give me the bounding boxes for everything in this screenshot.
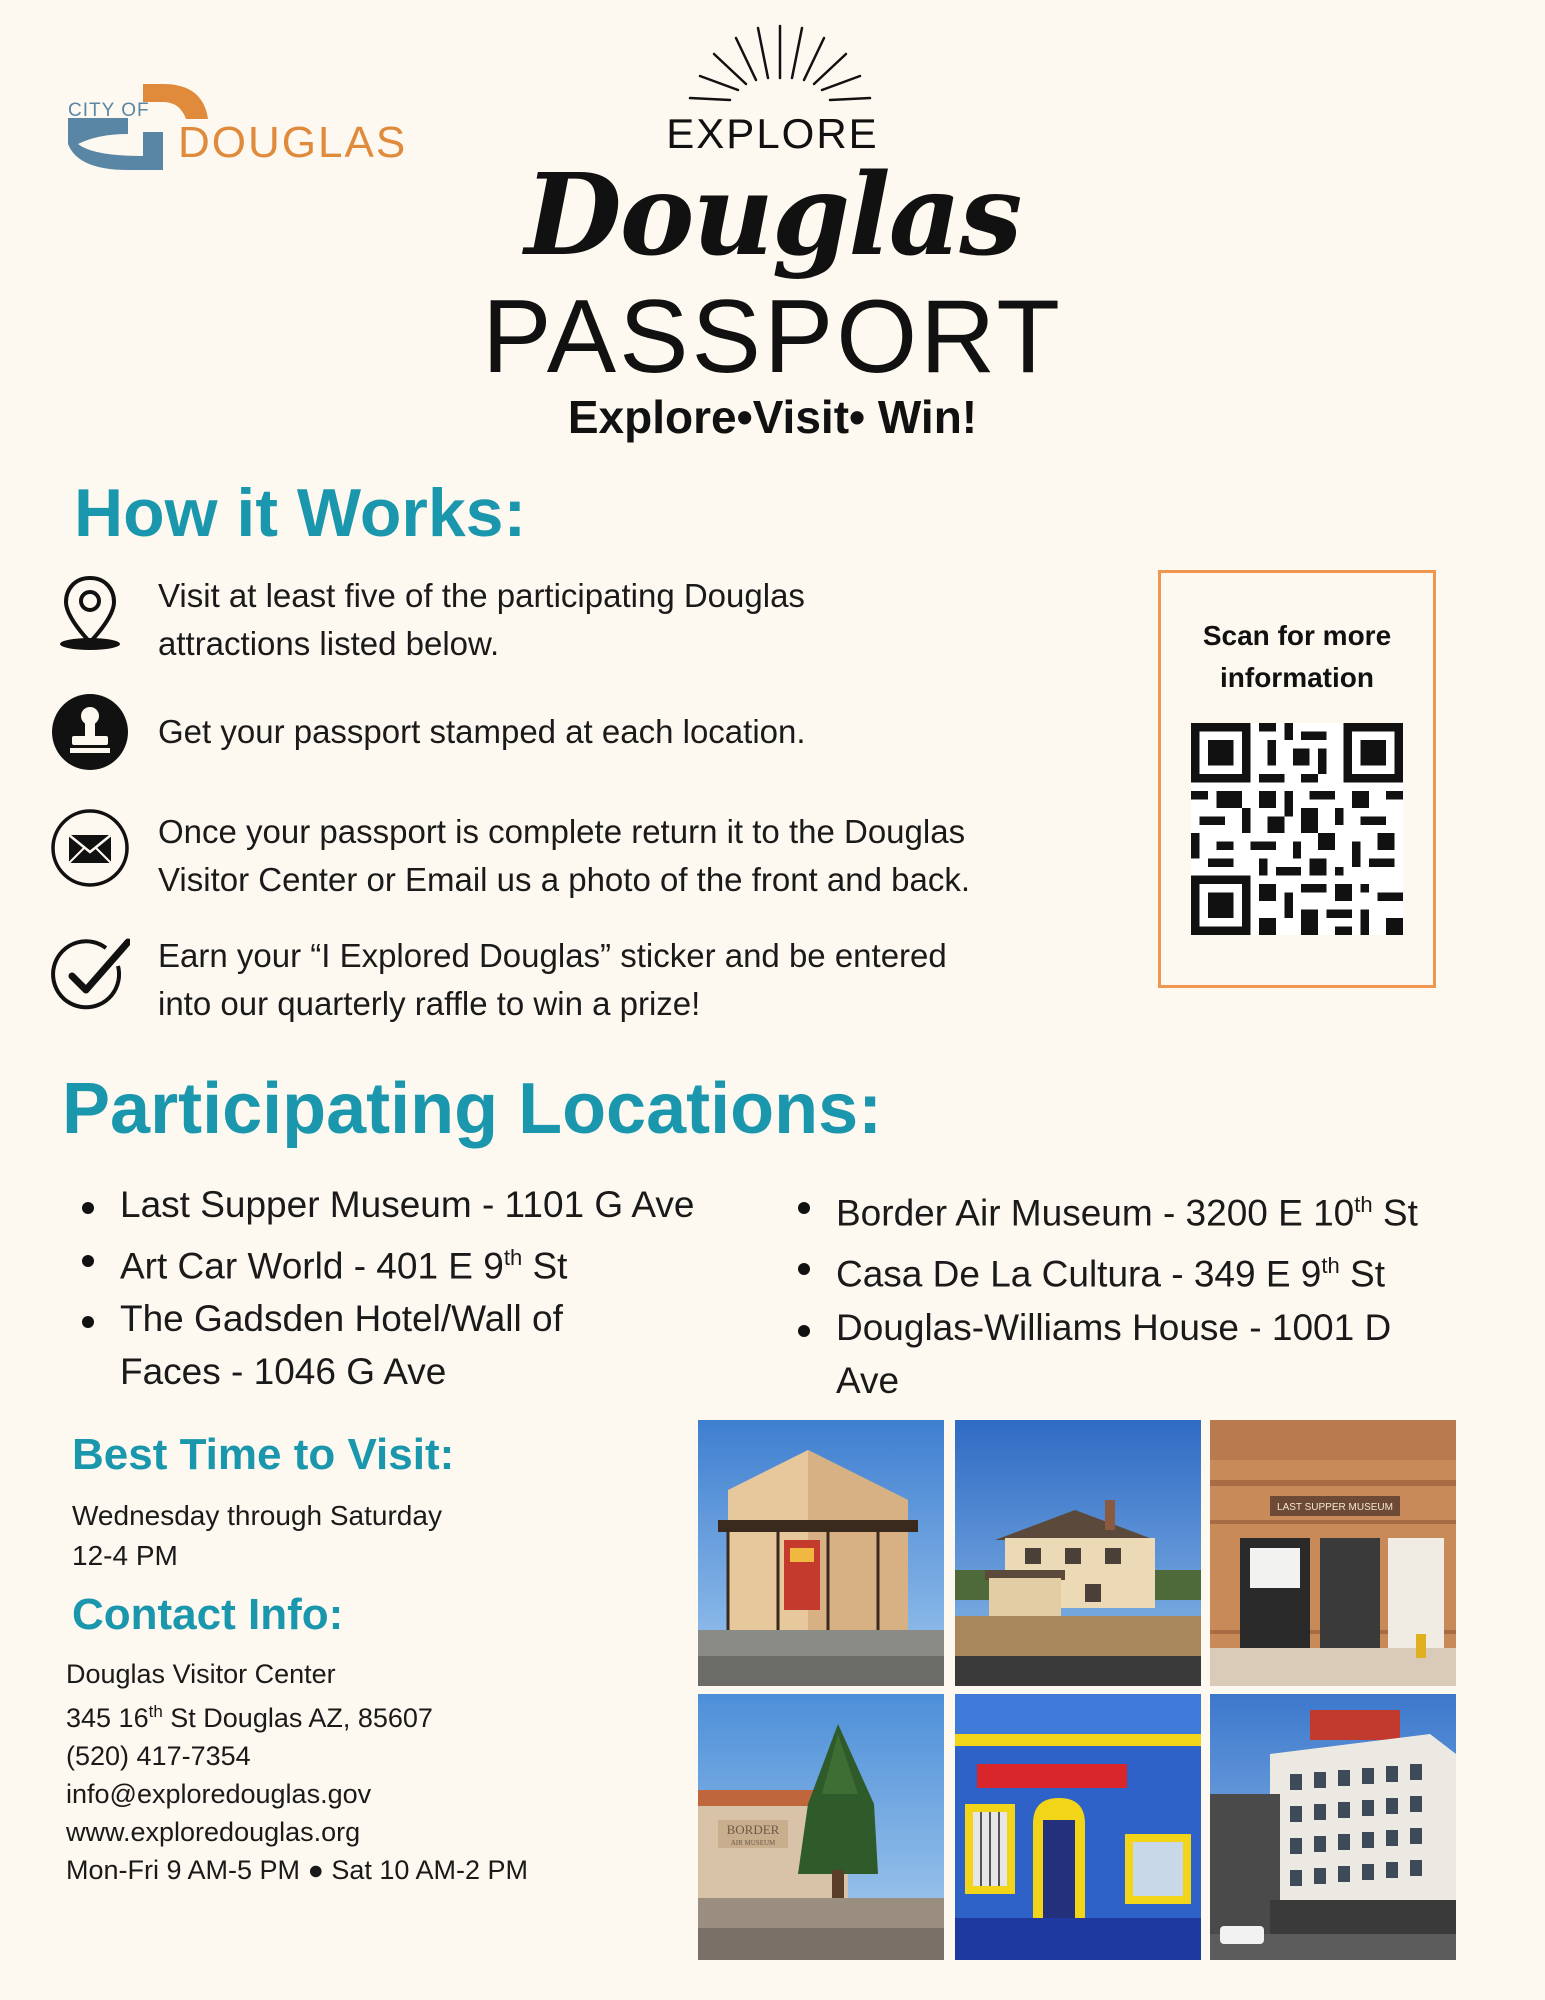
photo-casa-de-la-cultura bbox=[955, 1694, 1201, 1960]
step-text: Once your passport is complete return it to the Douglas Visitor Center or Email us a photo of the front and back. bbox=[158, 813, 970, 898]
qr-caption: Scan for more information bbox=[1202, 620, 1392, 693]
how-it-works-title: How it Works: bbox=[74, 475, 527, 551]
best-time-days: Wednesday through Saturday bbox=[72, 1500, 442, 1531]
best-time-title: Best Time to Visit: bbox=[72, 1430, 455, 1479]
contact-email[interactable]: info@exploredouglas.gov bbox=[66, 1779, 372, 1809]
douglas-script-heading: Douglas bbox=[524, 150, 1021, 281]
contact-address: 345 16th St Douglas AZ, 85607 bbox=[66, 1702, 433, 1733]
photo-douglas-williams-house bbox=[955, 1420, 1201, 1686]
best-time-hours: 12-4 PM bbox=[72, 1540, 178, 1571]
explore-heading: EXPLORE bbox=[666, 110, 879, 157]
photo-last-supper-museum bbox=[1210, 1420, 1456, 1686]
envelope-icon bbox=[50, 808, 130, 888]
list-item: The Gadsden Hotel/Wall of Faces - 1046 G Ave bbox=[64, 1292, 764, 1398]
stamp-icon bbox=[50, 692, 130, 772]
locations-list-right bbox=[780, 1178, 1480, 1407]
locations-list-left bbox=[64, 1178, 764, 1398]
step-text: Visit at least five of the participating Douglas attractions listed below. bbox=[158, 577, 805, 662]
list-item: Last Supper Museum - 1101 G Ave bbox=[64, 1178, 764, 1231]
best-time-info bbox=[72, 1496, 442, 1576]
contact-title: Contact Info: bbox=[72, 1590, 344, 1639]
contact-hours: Mon-Fri 9 AM-5 PM ● Sat 10 AM-2 PM bbox=[66, 1855, 528, 1885]
list-item: Casa De La Cultura - 349 E 9th St bbox=[780, 1239, 1480, 1300]
border-sign-line2: AIR MUSEUM bbox=[730, 1839, 776, 1847]
museum-sign: LAST SUPPER MUSEUM bbox=[1277, 1502, 1393, 1513]
list-item: Border Air Museum - 3200 E 10th St bbox=[780, 1178, 1480, 1239]
logo-douglas: DOUGLAS bbox=[178, 118, 408, 167]
contact-phone[interactable]: (520) 417-7354 bbox=[66, 1741, 251, 1771]
sunburst-icon bbox=[680, 18, 880, 108]
list-item: Art Car World - 401 E 9th St bbox=[64, 1231, 764, 1292]
tagline: Explore•Visit• Win! bbox=[567, 391, 978, 443]
location-pin-icon bbox=[50, 572, 130, 652]
checkmark-icon bbox=[50, 936, 130, 1016]
logo-city-of: CITY OF bbox=[68, 100, 150, 121]
contact-website[interactable]: www.exploredouglas.org bbox=[66, 1817, 361, 1847]
photo-border-air-museum bbox=[698, 1694, 944, 1960]
qr-code-icon[interactable] bbox=[1191, 723, 1403, 935]
contact-info bbox=[66, 1655, 528, 1889]
qr-info-box bbox=[1158, 570, 1436, 988]
locations-title: Participating Locations: bbox=[62, 1069, 883, 1149]
list-item: Douglas-Williams House - 1001 D Ave bbox=[780, 1301, 1480, 1407]
contact-name: Douglas Visitor Center bbox=[66, 1659, 336, 1689]
photo-gadsden-hotel bbox=[1210, 1694, 1456, 1960]
photo-gadsden-corner-building bbox=[698, 1420, 944, 1686]
step-text: Get your passport stamped at each location. bbox=[158, 713, 806, 750]
step-text: Earn your “I Explored Douglas” sticker and be entered into our quarterly raffle to win a prize! bbox=[158, 937, 947, 1022]
border-sign-line1: BORDER bbox=[726, 1822, 780, 1837]
passport-heading: PASSPORT bbox=[482, 279, 1063, 395]
